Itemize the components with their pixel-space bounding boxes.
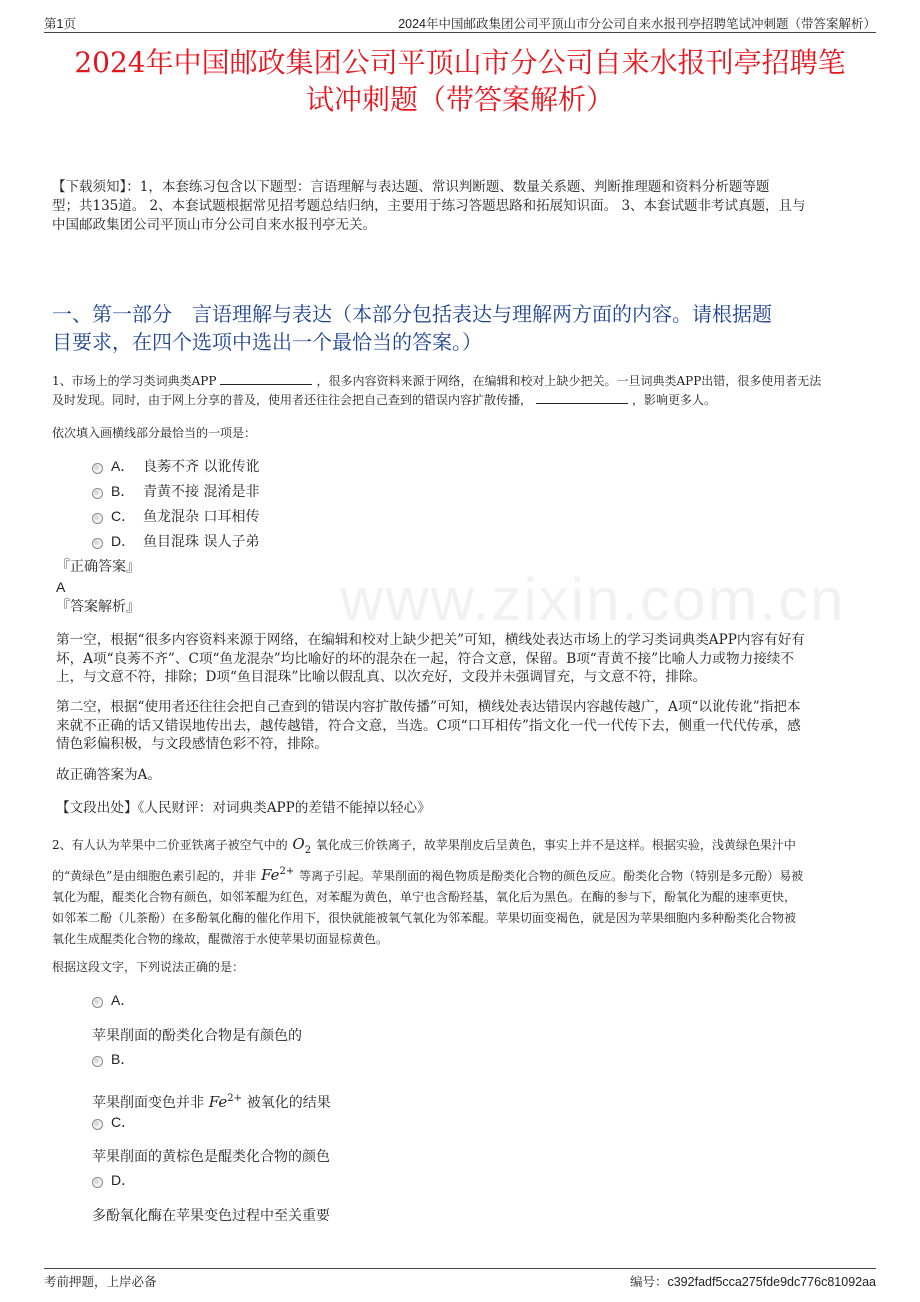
analysis-line: 来就不正确的话又错误地传出去，越传越错，符合文意，当选。C项“口耳相传”指文化一代一代传下去，侧重一代代传承，感 (56, 717, 801, 734)
radio-icon[interactable] (92, 488, 103, 499)
q1-option-c[interactable] (92, 506, 259, 527)
question-2-stem (52, 834, 872, 950)
radio-icon[interactable] (92, 513, 103, 524)
option-text: 鱼目混珠 误人子弟 (143, 534, 260, 550)
notice-line: 【下载须知】：1，本套练习包含以下题型：言语理解与表达题、常识判断题、数量关系题、判断推理题和资料分析题等题 (52, 179, 770, 195)
page-number: 第1页 (44, 17, 76, 31)
q2-stem-text: 氧化生成醌类化合物的缘故，醌微溶于水使苹果切面显棕黄色。 (52, 932, 389, 946)
section-part: 一、第一部分 (52, 302, 172, 326)
option-text: 苹果削面变色并非 (92, 1095, 204, 1111)
option-text: 被氧化的结果 (246, 1095, 331, 1111)
formula-subscript: 2 (304, 845, 312, 856)
analysis-line: 第二空，根据“使用者还往往会把自己查到的错误内容扩散传播”可知，横线处表达错误内容越传越广，A项“以讹传讹”指把本 (56, 699, 801, 715)
answer-label: 『正确答案』 (56, 559, 140, 575)
q2-stem-text: 等离子引起。苹果削面的褐色物质是酚类化合物的颜色反应。酚类化合物（特别是多元酚）易被 (299, 869, 804, 883)
radio-icon[interactable] (92, 1119, 103, 1130)
option-letter: D． (111, 533, 136, 549)
analysis-conclusion: 故正确答案为A。 (56, 767, 161, 783)
header-doc-title: 2024年中国邮政集团公司平顶山市分公司自来水报刊亭招聘笔试冲刺题（带答案解析） (398, 17, 876, 31)
option-letter: B． (111, 1051, 135, 1067)
analysis-paragraph-2 (56, 698, 870, 754)
footer-slogan: 考前押题，上岸必备 (44, 1275, 157, 1289)
q1-stem-text: 1、市场上的学习类词典类APP (52, 374, 217, 388)
fe-formula (204, 1093, 247, 1111)
formula-superscript: 2+ (279, 866, 295, 877)
formula-symbol: O (292, 835, 305, 853)
q1-stem-text: ，影响更多人。 (632, 393, 717, 407)
analysis-label: 『答案解析』 (56, 599, 140, 615)
o2-formula (288, 835, 316, 856)
page-header (44, 12, 876, 33)
option-letter: A． (111, 458, 135, 474)
question-1-prompt: 依次填入画横线部分最恰当的一项是： (52, 426, 257, 440)
section-title-line-2: 目要求，在四个选项中选出一个最恰当的答案。） (52, 330, 482, 354)
fill-blank-1 (220, 372, 312, 385)
q1-option-b[interactable] (92, 481, 259, 502)
q2-stem-text: 氧化为醌，醌类化合物有颜色，如邻苯醌为红色，对苯醌为黄色，单宁也含酚羟基，氧化后为黑色。在酶的参与下，酚氧化为醌的速率更快， (52, 890, 797, 904)
question-2-prompt: 根据这段文字，下列说法正确的是： (52, 960, 245, 974)
option-text: 良莠不齐 以讹传讹 (143, 459, 260, 475)
q2-option-a[interactable] (92, 990, 134, 1011)
watermark: www.zixin.com.cn (340, 566, 846, 633)
formula-symbol: Fe (208, 1093, 228, 1111)
analysis-paragraph-1 (56, 631, 870, 687)
footer-doc-id: 编号：c392fadf5cca275fde9dc776c81092aa (629, 1275, 876, 1289)
option-letter: C． (111, 1114, 136, 1130)
q2-stem-text: 如邻苯二酚（儿茶酚）在多酚氧化酶的催化作用下，很快就能被氧气氧化为邻苯醌。苹果切面变褐色，就是因为苹果细胞内多种酚类化合物被 (52, 911, 797, 925)
radio-icon[interactable] (92, 997, 103, 1008)
q2-stem-text: 氧化成三价铁离子，故苹果削皮后呈黄色，事实上并不是这样。根据实验，浅黄绿色果汁中 (315, 838, 796, 852)
answer-value: A (56, 579, 66, 595)
fe-formula (256, 866, 299, 884)
q2-stem-text: 2、有人认为苹果中二价亚铁离子被空气中的 (52, 838, 288, 852)
q2-option-d-text: 多酚氧化酶在苹果变色过程中至关重要 (92, 1208, 330, 1224)
option-letter: A． (111, 992, 135, 1008)
option-text: 青黄不接 混淆是非 (143, 484, 260, 500)
radio-icon[interactable] (92, 1177, 103, 1188)
formula-symbol: Fe (261, 866, 280, 884)
radio-icon[interactable] (92, 463, 103, 474)
q2-option-b[interactable] (92, 1049, 134, 1070)
q2-option-d[interactable] (92, 1170, 135, 1191)
title-line-1: 2024年中国邮政集团公司平顶山市分公司自来水报刊亭招聘笔 (74, 46, 846, 79)
radio-icon[interactable] (92, 1056, 103, 1067)
title-line-2: 试冲刺题（带答案解析） (305, 83, 614, 116)
section-title-line-1: 言语理解与表达（本部分包括表达与理解两方面的内容。请根据题 (192, 302, 772, 326)
q1-option-d[interactable] (92, 531, 259, 552)
q2-option-c[interactable] (92, 1112, 135, 1133)
fill-blank-2 (536, 391, 628, 404)
option-letter: B． (111, 483, 135, 499)
analysis-line: 上，与文意不符，排除；D项“鱼目混珠”比喻以假乱真、以次充好，文段并未强调冒充，与文意不符，排除。 (56, 669, 707, 685)
option-letter: C． (111, 508, 136, 524)
q1-stem-text: 及时发现。同时，由于网上分享的普及，使用者还往往会把自己查到的错误内容扩散传播， (52, 393, 533, 407)
section-heading (52, 300, 872, 356)
download-notice (52, 178, 868, 235)
analysis-line: 坏，A项“良莠不齐”、C项“鱼龙混杂”均比喻好的坏的混杂在一起，符合文意，保留。B项“青黄不接”比喻人力或物力接续不 (56, 650, 794, 667)
notice-line: 中国邮政集团公司平顶山市分公司自来水报刊亭无关。 (52, 217, 376, 233)
passage-source: 【文段出处】《人民财评：对词典类APP的差错不能掉以轻心》 (56, 800, 431, 816)
question-1-stem (52, 372, 872, 410)
q2-option-c-text: 苹果削面的黄棕色是醌类化合物的颜色 (92, 1149, 330, 1165)
q1-option-a[interactable] (92, 456, 259, 477)
radio-icon[interactable] (92, 538, 103, 549)
q2-stem-text: 的“黄绿色”是由细胞色素引起的，并非 (52, 869, 257, 883)
q1-stem-text: ，很多内容资料来源于网络，在编辑和校对上缺少把关。一旦词典类APP出错，很多使用者无法 (316, 374, 822, 388)
formula-superscript: 2+ (227, 1093, 242, 1104)
q2-option-a-text: 苹果削面的酚类化合物是有颜色的 (92, 1028, 302, 1044)
analysis-line: 情色彩偏积极，与文段感情色彩不符，排除。 (56, 736, 328, 752)
notice-line: 型；共135道。 2、本套试题根据常见招考题总结归纳，主要用于练习答题思路和拓展知识面。 3、本套试题非考试真题，且与 (52, 198, 806, 214)
option-letter: D． (111, 1172, 136, 1188)
page-footer (44, 1268, 876, 1289)
option-text: 鱼龙混杂 口耳相传 (143, 509, 260, 525)
q2-option-b-text (92, 1089, 331, 1113)
analysis-line: 第一空，根据“很多内容资料来源于网络，在编辑和校对上缺少把关”可知，横线处表达市场上的学习类词典类APP内容有好有 (56, 632, 805, 648)
document-title (44, 44, 876, 118)
